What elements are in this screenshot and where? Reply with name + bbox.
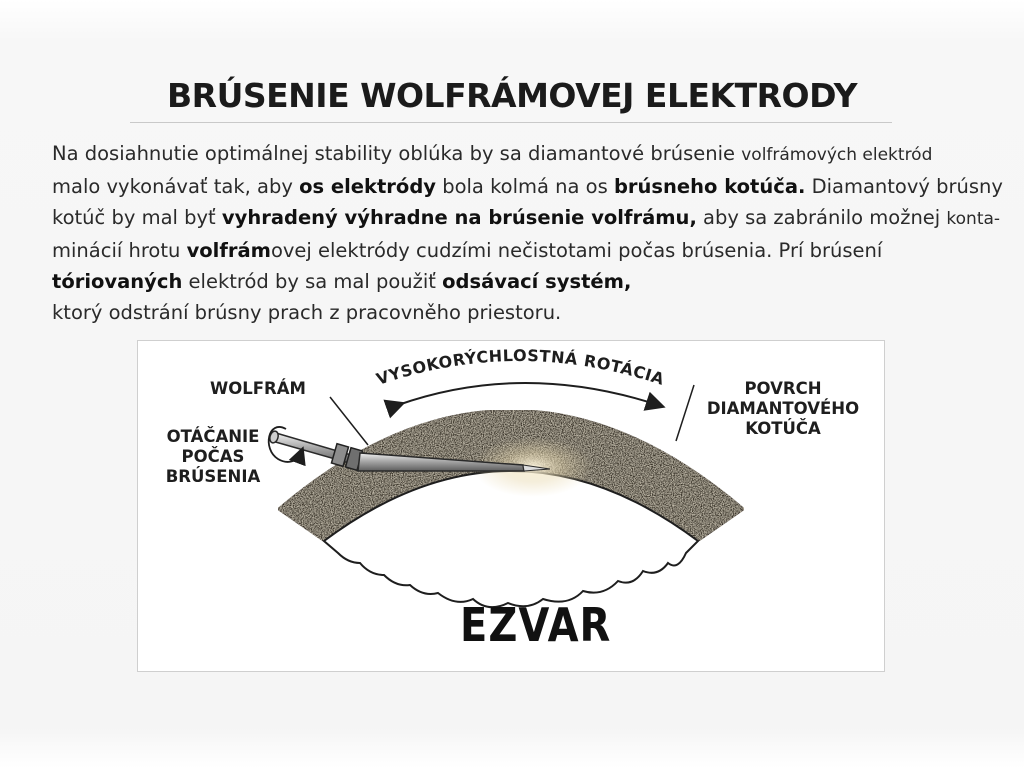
intro-bold-text: odsávací systém,	[442, 270, 632, 293]
page-title: BRÚSENIE WOLFRÁMOVEJ ELEKTRODY	[167, 76, 857, 115]
label-rotation-during-grinding	[158, 427, 268, 487]
leader-surface	[676, 385, 694, 441]
intro-text: bola kolmá na os	[436, 175, 614, 198]
title-divider	[130, 122, 892, 123]
label-line: POČAS	[181, 447, 245, 466]
label-line: OTÁČANIE	[166, 427, 260, 446]
label-line: POVRCH	[744, 379, 822, 398]
intro-bold-text: volfrám	[186, 239, 271, 262]
label-wolfram: WOLFRÁM	[210, 379, 306, 398]
ezvar-logo: EZVAR	[460, 599, 612, 653]
intro-text: ovej elektródy cudzími nečistotami počas brúsenia. Prí brúsení	[270, 239, 883, 262]
intro-text: Diamantový brúsny	[805, 175, 1003, 198]
intro-text: konta-	[946, 209, 1001, 229]
label-wheel-surface	[698, 379, 868, 439]
intro-bold-text: vyhradený výhradne na brúsenie volfrámu,	[221, 206, 697, 229]
intro-bold-text: os elektródy	[299, 175, 436, 198]
intro-line-1	[52, 138, 1012, 171]
label-line: BRÚSENIA	[165, 467, 261, 486]
intro-bold-text: tóriovaných	[52, 270, 183, 293]
intro-text: malo vykonávať tak, aby	[52, 175, 300, 198]
intro-text: aby sa zabránilo možnej	[696, 206, 947, 229]
intro-bold-text: brúsneho kotúča.	[613, 175, 806, 198]
label-line: KOTÚČA	[745, 419, 821, 438]
intro-text: minácií hrotu	[52, 239, 187, 262]
intro-line-6	[52, 297, 1012, 328]
grinding-diagram	[137, 340, 885, 672]
leader-wolfram	[330, 397, 368, 445]
rotation-speed-label: VYSOKORÝCHLOSTNÁ ROTÁCIA	[373, 345, 667, 389]
intro-text: kotúč by mal byť	[52, 206, 222, 229]
intro-line-3	[52, 202, 1012, 235]
intro-line-4	[52, 235, 1012, 266]
wheel-rotation-arrow	[398, 383, 658, 405]
intro-text: ktorý odstrání brúsny prach z pracovněho priestoru.	[52, 301, 562, 324]
intro-text: Na dosiahnutie optimálnej stability oblúka by sa diamantové brúsenie	[52, 142, 742, 165]
label-line: DIAMANTOVÉHO	[706, 399, 860, 418]
intro-paragraph	[52, 138, 1012, 328]
intro-text: volfrámových elektród	[741, 145, 933, 165]
intro-line-5	[52, 266, 1012, 297]
intro-line-2	[52, 171, 1012, 202]
intro-text: elektród by sa mal použiť	[182, 270, 443, 293]
